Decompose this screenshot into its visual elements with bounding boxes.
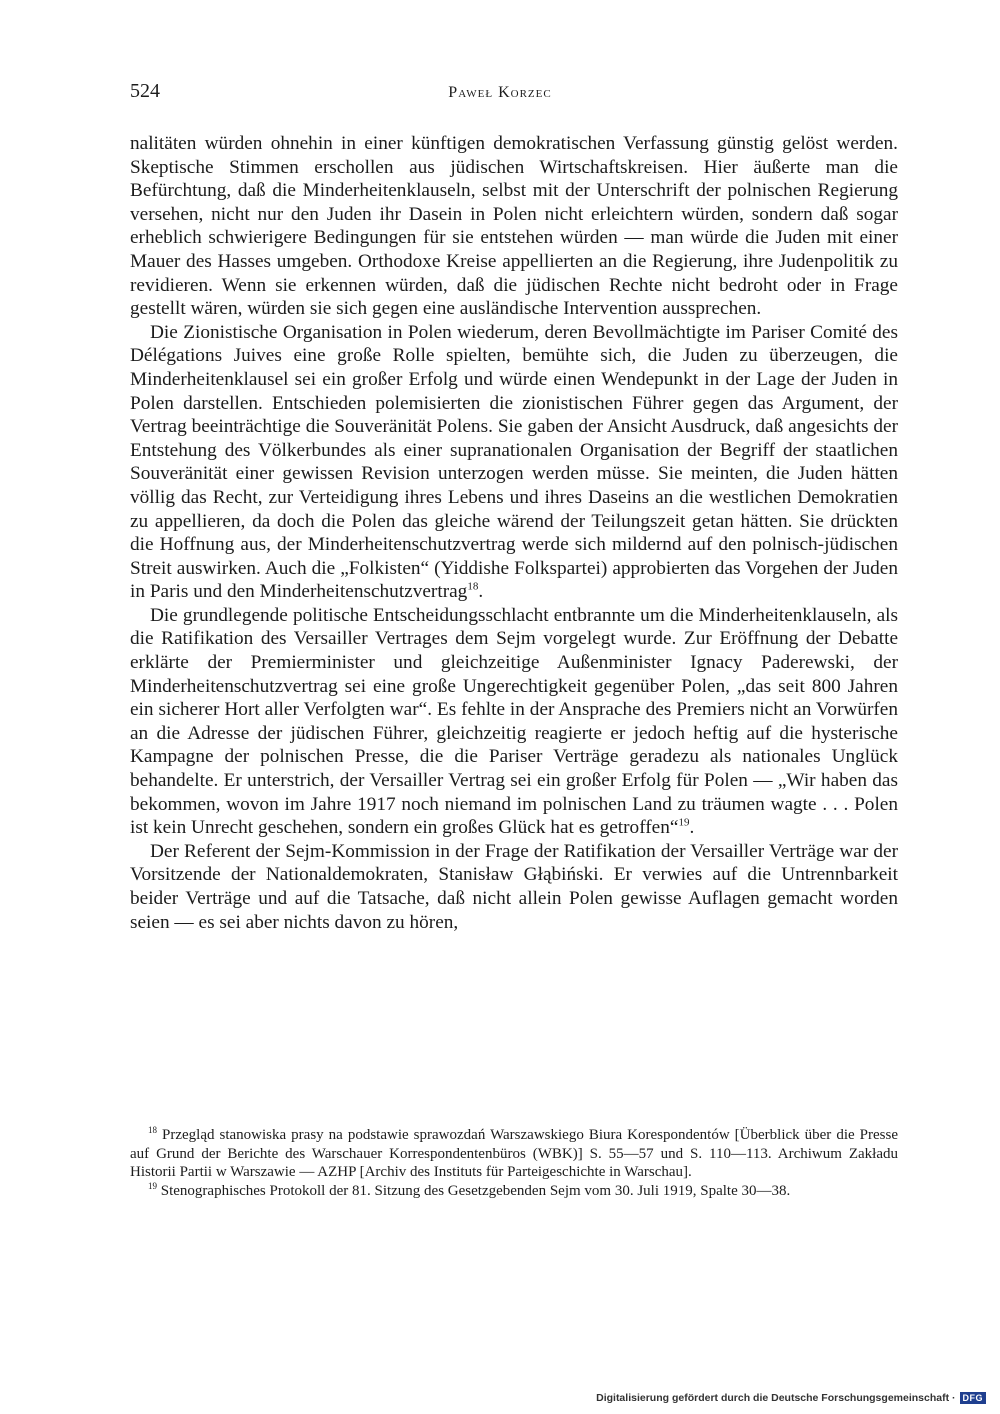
footnote-ref-19[interactable]: 19 <box>678 816 690 829</box>
page-number: 524 <box>130 80 160 102</box>
body-text <box>130 132 898 934</box>
paragraph-3 <box>130 604 898 840</box>
footnote-18 <box>130 1126 898 1182</box>
paragraph-3-end: . <box>689 817 695 839</box>
running-head: Paweł Korzec <box>448 84 552 101</box>
paragraph-1: nalitäten würden ohnehin in einer künftigen demokratischen Verfassung günstig gelöst werden. Skeptische Stimmen erschollen aus jüdischen Wirtschaftskreisen. Hier äußerte man die Befürchtung, daß die Minderheitenklauseln, selbst mit der Unterschrift der polnischen Regierung versehen, nicht nur den Juden ihr Dasein in Polen nicht erleichtern würden, sondern daß sogar erheblich schwierigere Bedingungen für sie entstehen würden — man würde die Juden mit einer Mauer des Hasses umgeben. Orthodoxe Kreise appellierten an die Regierung, ihre Judenpolitik zu revidieren. Wenn sie erkennen würden, daß die jüdischen Rechte nicht bedroht oder in Frage gestellt wären, würden sie sich gegen eine ausländische Intervention aussprechen. <box>130 133 898 320</box>
dfg-logo-icon: DFG <box>960 1392 987 1404</box>
dfg-credit <box>596 1392 986 1404</box>
footnotes <box>130 1126 898 1200</box>
footnote-number-18: 18 <box>148 1125 157 1135</box>
footnote-text-19: Stenographisches Protokoll der 81. Sitzung des Gesetzgebenden Sejm vom 30. Juli 1919, Spalte 30—38. <box>157 1182 791 1199</box>
paragraph-4: Der Referent der Sejm-Kommission in der Frage der Ratifikation der Versailler Verträge war der Vorsitzende der Nationaldemokraten, Stanisław Głąbiński. Er verwies auf die Untrennbarkeit beider Verträge und auf die Tatsache, daß nicht allein Polen gewisse Auflagen gemacht worden seien — es sei aber nichts davon zu hören, <box>130 840 898 933</box>
paragraph-3-text: Die grundlegende politische Entscheidungsschlacht entbrannte um die Minderheitenklauseln, als die Ratifikation des Versailler Vertrages dem Sejm vorgelegt wurde. Zur Eröffnung der Debatte erklärte der Premierminister und gleichzeitige Außenminister Ignacy Paderewski, der Minderheitenschutzvertrag sei eine große Ungerechtigkeit gegenüber Polen, „das seit 800 Jahren ein sicherer Hort aller Verfolgten war“. Es fehlte in der Ansprache des Premiers nicht an Vorwürfen an die Adresse der jüdischen Führer, gleichzeitig reagierte er jedoch heftig auf die hysterische Kampagne der polnischen Presse, die die Pariser Verträge geradezu als nationales Unglück behandelte. Er unterstrich, der Versailler Vertrag sei ein großer Erfolg für Polen — „Wir haben das bekommen, wovon im Jahre 1917 noch niemand im polnischen Land zu träumen wagte . . . Polen ist kein Unrecht geschehen, sondern ein großes Glück hat es getroffen“ <box>130 604 898 839</box>
footnote-text-18: Przegląd stanowiska prasy na podstawie sprawozdań Warszawskiego Biura Korespondentów [Überblick über die Presse auf Grund der Berichte des Warschauer Korrespondentenbüros (WBK)] S. 55—57 und S. 110—113. Archiwum Zakładu Historii Partii w Warszawie — AZHP [Archiv des Instituts für Parteigeschichte in Warschau]. <box>130 1127 898 1181</box>
paragraph-2-end: . <box>478 581 484 603</box>
dfg-credit-text: Digitalisierung gefördert durch die Deutsche Forschungsgemeinschaft · <box>596 1392 956 1404</box>
footnote-ref-18[interactable]: 18 <box>467 580 479 593</box>
footnote-19 <box>130 1182 898 1201</box>
paragraph-2 <box>130 321 898 604</box>
footnote-number-19: 19 <box>148 1180 157 1191</box>
paragraph-2-text: Die Zionistische Organisation in Polen wiederum, deren Bevollmächtigte im Pariser Comité des Délégations Juives eine große Rolle spielten, bemühte sich, die Juden zu überzeugen, die Minderheitenklausel sei ein großer Erfolg und würde einen Wendepunkt in der Lage der Juden in Polen darstellen. Entschieden polemisierten die zionistischen Führer gegen das Argument, der Vertrag beeinträchtige die Souveränität Polens. Sie gaben der Ansicht Ausdruck, daß angesichts der Entstehung des Völkerbundes als einer supranationalen Organisation der Begriff der staatlichen Souveränität einer gewissen Revision unterzogen werden müsse. Sie meinten, die Juden hätten völlig das Recht, zur Verteidigung ihres Lebens und ihres Daseins an die westlichen Demokratien zu appellieren, da doch die Polen das gleiche wärend der Teilungszeit getan hätten. Sie drückten die Hoffnung aus, der Minderheitenschutzvertrag werde sich mildernd auf den polnisch-jüdischen Streit auswirken. Auch die „Folkisten“ (Yiddishe Folkspartei) approbierten das Vorgehen der Juden in Paris und den Minderheitenschutzvertrag <box>130 321 898 603</box>
